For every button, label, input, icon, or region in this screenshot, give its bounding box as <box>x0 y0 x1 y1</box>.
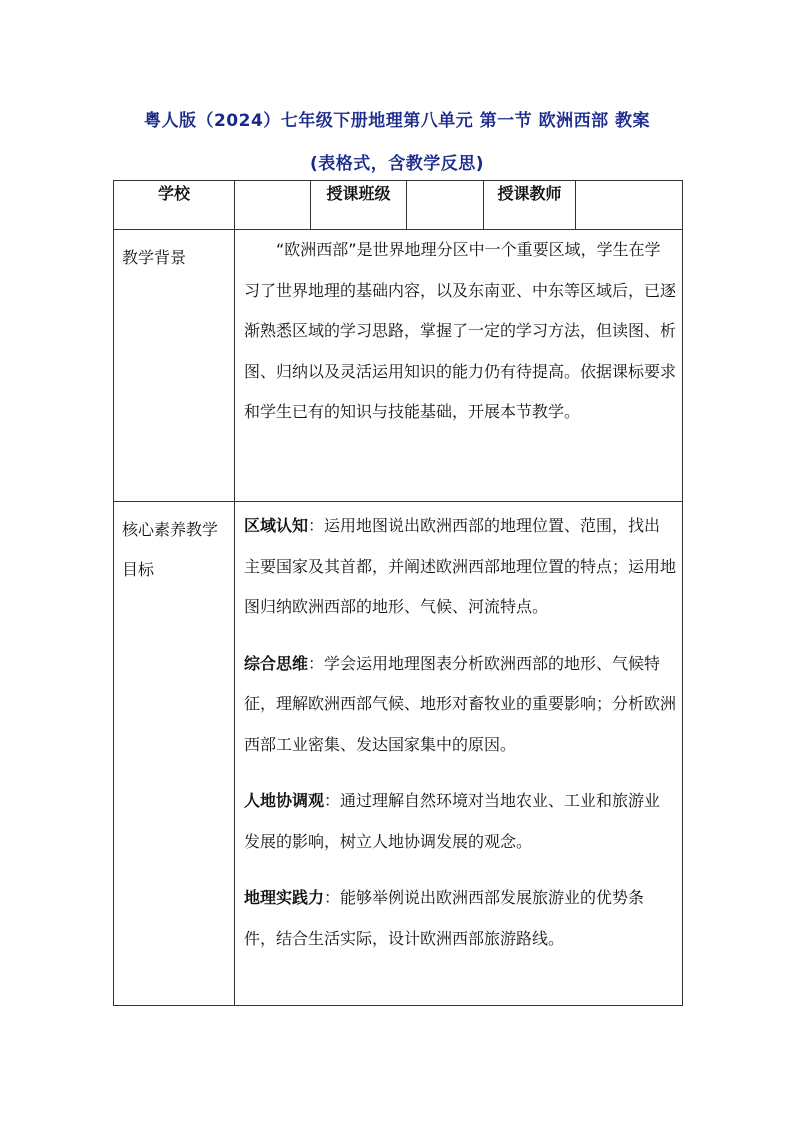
goal-geographic-practice <box>244 878 676 959</box>
background-row <box>114 230 683 502</box>
teacher-label: 授课教师 <box>484 181 576 230</box>
background-label: 教学背景 <box>114 230 235 502</box>
goal-heading: 地理实践力 <box>244 888 325 907</box>
goal-text: ：能够举例说出欧洲西部发展旅游业的优势条件，结合生活实际，设计欧洲西部旅游路线。 <box>244 888 645 948</box>
goal-heading: 综合思维 <box>244 653 309 673</box>
lesson-plan-table <box>113 180 683 1006</box>
header-row <box>114 181 683 230</box>
goal-text: ：学会运用地理图表分析欧洲西部的地形、气候特征，理解欧洲西部气候、地形对畜牧业的重要影响；分析欧洲西部工业密集、发达国家集中的原因。 <box>244 653 677 754</box>
school-label: 学校 <box>114 181 235 230</box>
class-value-cell <box>407 181 484 230</box>
goal-text: ：运用地图说出欧洲西部的地理位置、范围，找出主要国家及其首都，并阐述欧洲西部地理位置的特点；运用地图归纳欧洲西部的地形、气候、河流特点。 <box>244 516 677 616</box>
goal-integrated-thinking <box>244 644 676 766</box>
goal-heading: 人地协调观 <box>244 791 325 810</box>
goal-human-earth-harmony <box>244 781 676 862</box>
goal-regional-cognition <box>244 506 676 628</box>
class-label: 授课班级 <box>311 181 407 230</box>
background-text: “欧洲西部”是世界地理分区中一个重要区域，学生在学习了世界地理的基础内容，以及东南亚、中东等区域后，已逐渐熟悉区域的学习思路，掌握了一定的学习方法，但读图、析图、归纳以及灵活运用知识的能力仍有待提高。依据课标要求和学生已有的知识与技能基础，开展本节教学。 <box>244 240 677 421</box>
goal-heading: 区域认知 <box>244 516 309 535</box>
goal-text: ：通过理解自然环境对当地农业、工业和旅游业发展的影响，树立人地协调发展的观念。 <box>244 791 661 851</box>
teacher-value-cell <box>576 181 683 230</box>
document-subtitle: (表格式，含教学反思) <box>309 154 485 174</box>
document-title: 粤人版（2024）七年级下册地理第八单元 第一节 欧洲西部 教案 <box>143 111 651 131</box>
goals-label: 核心素养教学目标 <box>114 502 235 1006</box>
goals-cell <box>235 502 683 1006</box>
goals-row <box>114 502 683 1006</box>
background-cell <box>235 230 683 502</box>
school-value-cell <box>235 181 311 230</box>
